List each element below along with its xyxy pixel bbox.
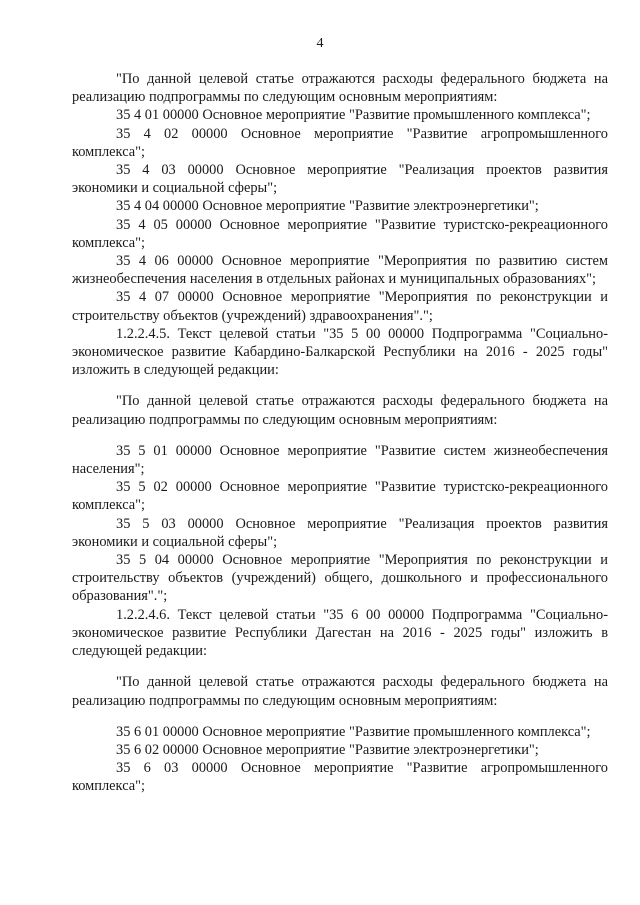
- paragraph: 35 4 01 00000 Основное мероприятие "Развитие промышленного комплекса";: [116, 107, 591, 124]
- page-number: 4: [316, 36, 324, 51]
- paragraph: 35 6 01 00000 Основное мероприятие "Развитие промышленного комплекса";: [116, 723, 591, 740]
- paragraph: 35 6 03 00000 Основное мероприятие "Развитие агропромышленного комплекса";: [72, 760, 608, 795]
- paragraph: 35 5 02 00000 Основное мероприятие "Развитие туристско-рекреационного комплекса";: [72, 479, 608, 514]
- document-body: [72, 70, 608, 796]
- paragraph: 35 4 03 00000 Основное мероприятие "Реализация проектов развития экономики и социальной сферы";: [72, 162, 608, 197]
- paragraph: 35 5 03 00000 Основное мероприятие "Реализация проектов развития экономики и социальной сферы";: [72, 515, 608, 550]
- paragraph: "По данной целевой статье отражаются расходы федерального бюджета на реализацию подпрограммы по следующим основным мероприятиям:: [72, 71, 608, 106]
- paragraph: 35 5 04 00000 Основное мероприятие "Мероприятия по реконструкции и строительству объектов (учреждений) общего, дошкольного и профессионального образования".";: [72, 552, 608, 605]
- paragraph: 1.2.2.4.5. Текст целевой статьи "35 5 00 00000 Подпрограмма "Социально-экономическое развитие Кабардино-Балкарской Республики на 2016 - 2025 годы" изложить в следующей редакции:: [72, 325, 608, 379]
- paragraph: 35 4 05 00000 Основное мероприятие "Развитие туристско-рекреационного комплекса";: [72, 216, 608, 251]
- paragraph: 35 6 02 00000 Основное мероприятие "Развитие электроэнергетики";: [116, 741, 539, 758]
- paragraph: 35 5 01 00000 Основное мероприятие "Развитие систем жизнеобеспечения населения";: [72, 442, 608, 478]
- paragraph: "По данной целевой статье отражаются расходы федерального бюджета на реализацию подпрограммы по следующим основным мероприятиям:: [72, 674, 608, 709]
- paragraph: 35 4 06 00000 Основное мероприятие "Мероприятия по развитию систем жизнеобеспечения населения в отдельных районах и муниципальных образованиях";: [72, 253, 608, 288]
- paragraph: 1.2.2.4.6. Текст целевой статьи "35 6 00 00000 Подпрограмма "Социально-экономическое развитие Республики Дагестан на 2016 - 2025 годы" изложить в следующей редакции:: [72, 606, 608, 660]
- paragraph: 35 4 07 00000 Основное мероприятие "Мероприятия по реконструкции и строительству объектов (учреждений) здравоохранения".";: [72, 289, 608, 324]
- paragraph: 35 4 02 00000 Основное мероприятие "Развитие агропромышленного комплекса";: [72, 125, 608, 160]
- paragraph: 35 4 04 00000 Основное мероприятие "Развитие электроэнергетики";: [116, 198, 539, 215]
- paragraph: "По данной целевой статье отражаются расходы федерального бюджета на реализацию подпрограммы по следующим основным мероприятиям:: [72, 393, 608, 428]
